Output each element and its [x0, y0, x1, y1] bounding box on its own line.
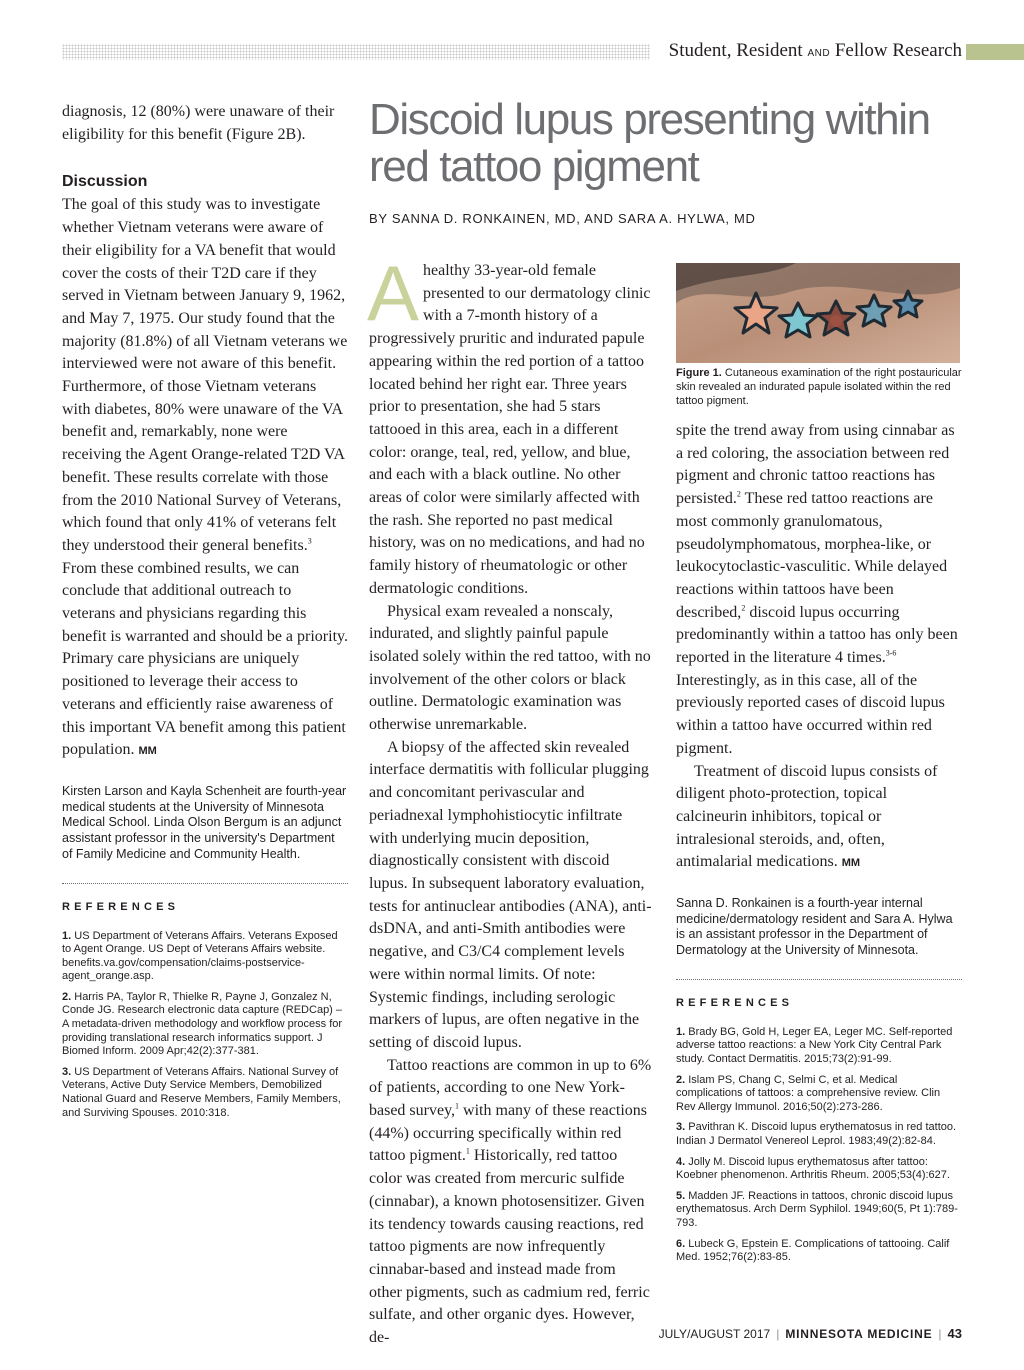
journal-name: MINNESOTA MEDICINE [785, 1327, 933, 1341]
drop-cap: A [367, 249, 420, 337]
references-heading: REFERENCES [676, 996, 794, 1009]
byline: BY SANNA D. RONKAINEN, MD, AND SARA A. HYLWA, MD [369, 211, 756, 226]
references-list [62, 930, 348, 1121]
reference-item: 4. Jolly M. Discoid lupus erythematosus after tattoo: Koebner phenomenon. Arthritis Rheum. 2005;53(4):627. [676, 1155, 950, 1182]
tattoo-photo [676, 263, 960, 363]
page-number: 43 [947, 1326, 962, 1341]
figure-caption: Figure 1. Cutaneous examination of the right postauricular skin revealed an indurated papule isolated within the red tattoo pigment. [676, 367, 962, 407]
header-dotted-band [62, 44, 650, 60]
article-title: Discoid lupus presenting within red tattoo pigment [369, 95, 930, 191]
reference-item: 2. Islam PS, Chang C, Selmi C, et al. Medical complications of tattoos: a comprehensive review. Clin Rev Allergy Immunol. 2016;50(2):273-286. [676, 1073, 941, 1113]
header-accent-bar [966, 44, 1024, 60]
author-bio: Kirsten Larson and Kayla Schenheit are fourth-year medical students at the University of Minnesota Medical School. Linda Olson Bergum is an adjunct assistant professor in the university's Department of Family Medicine and Community Health. [62, 783, 347, 861]
reference-item: 2. Harris PA, Taylor R, Thielke R, Payne J, Gonzalez N, Conde JG. Research electronic data capture (REDCap) – A metadata-driven methodology and workflow process for providing translational research informatics support. J Biomed Inform. 2009 Apr;42(2):377-381. [62, 990, 343, 1058]
article-paragraph: A healthy 33-year-old female presented to our dermatology clinic with a 7-month history of a progressively pruritic and indurated papule appearing within the red portion of a tattoo located behind her right ear. Three years prior to presentation, she had 5 stars tattooed in this area, each in a different color: orange, teal, red, yellow, and blue, and each with a black outline. No other areas of color were similarly affected with the rash. She reported no past medical history, was on no medications, and had no family history of rheumatologic or other dermatologic conditions. [367, 249, 651, 597]
discussion-heading: Discussion [62, 173, 148, 191]
end-mark: MM [138, 745, 157, 758]
left-column [62, 101, 348, 1127]
reference-item: 1. US Department of Veterans Affairs. Veterans Exposed to Agent Orange. US Dept of Veterans Affairs website. benefits.va.gov/compensation/claims-postservice-agent_orange.asp. [62, 929, 338, 983]
right-column [676, 420, 962, 1272]
article-paragraph: Tattoo reactions are common in up to 6% of patients, according to one New York-based survey,$^1$ with many of these reactions (44%) occurring specifically within red tattoo pigment.$^1$ Historically, red tattoo color was created from mercuric sulfide (cinnabar), a known photosensitizer. Given its tendency towards causing reactions, red tattoo pigments are now infrequently cinnabar-based and instead made from other pigments, such as cadmium red, ferric sulfate, and other organic dyes. However, de- [369, 1056, 652, 1347]
article-paragraph: spite the trend away from using cinnabar as a red coloring, the association between red pigment and chronic tattoo reactions has persisted.$^2$ These red tattoo reactions are most commonly granulomatous, pseudolymphomatous, morphea-like, or leukocytoclastic-vasculitic. While delayed reactions within tattoos have been described,$^2$ discoid lupus occurring predominantly within a tattoo has only been reported in the literature 4 times.$^{3-6}$ Interestingly, as in this case, all of the previously reported cases of discoid lupus within a tattoo have occurred within red pigment. [676, 422, 958, 757]
article-paragraph: Treatment of discoid lupus consists of diligent photo-protection, topical calcineurin inhibitors, topical or intralesional steroids, and, often, antimalarial medications. MM [676, 762, 938, 871]
article-paragraph: A biopsy of the affected skin revealed interface dermatitis with follicular plugging and concomitant perivascular and periadnexal lymphohistiocytic infiltrate with underlying mucin deposition, diagnostically consistent with discoid lupus. In subsequent laboratory evaluation, tests for antinuclear antibodies (ANA), anti-dsDNA, and anti-Smith antibodies were negative, and C3/C4 complement levels were within normal limits. Of note: Systemic findings, including serologic markers of lupus, are often negative in the setting of discoid lupus. [369, 738, 652, 1051]
article-paragraph: Physical exam revealed a nonscaly, indurated, and slightly painful papule isolated solely within the red tattoo, with no involvement of the other colors or black outline. Dermatologic examination was otherwise unremarkable. [369, 602, 651, 734]
author-bio: Sanna D. Ronkainen is a fourth-year internal medicine/dermatology resident and Sara A. Hylwa is an assistant professor in the Department of Dermatology at the University of Minnesota. [676, 896, 953, 958]
references-list [676, 1026, 962, 1265]
reference-item: 3. US Department of Veterans Affairs. National Survey of Veterans, Active Duty Service Members, Demobilized National Guard and Reserve Members, Family Members, and Surviving Spouses. 2010:318. [62, 1065, 341, 1119]
divider [62, 883, 348, 884]
reference-item: 3. Pavithran K. Discoid lupus erythematosus in red tattoo. Indian J Dermatol Venereol Leprol. 1983;49(2):82-84. [676, 1121, 957, 1148]
end-mark: MM [841, 857, 861, 870]
discussion-paragraph: The goal of this study was to investigate whether Vietnam veterans were aware of their eligibility for a VA benefit that would cover the costs of their T2D care if they served in Vietnam between January 9, 1962, and May 7, 1975. Our study found that the majority (81.8%) of all Vietnam veterans we interviewed were not aware of this benefit. Furthermore, of those Vietnam veterans with diabetes, 80% were unaware of the VA benefit and, remarkably, none were receiving the Agent Orange-related T2D VA benefit. These results correlate with those from the 2010 National Survey of Veterans, which found that only 41% of veterans felt they understood their general benefits.$^3$ From these combined results, we can conclude that additional outreach to veterans and physicians regarding this benefit is warranted and should be a priority. Primary care physicians are uniquely positioned to leverage their access to veterans and efficiently raise awareness of this important VA benefit among this patient population. MM [62, 196, 348, 759]
reference-item: 6. Lubeck G, Epstein E. Complications of tattooing. Calif Med. 1952;76(2):83-85. [676, 1237, 950, 1264]
issue-date: JULY/AUGUST 2017 [658, 1327, 771, 1341]
reference-item: 5. Madden JF. Reactions in tattoos, chronic discoid lupus erythematosus. Arch Derm Syphilol. 1949;60(5, Pt 1):789-793. [676, 1189, 958, 1229]
references-heading: REFERENCES [62, 900, 180, 913]
middle-column [367, 249, 652, 1350]
section-header: Student, Resident AND Fellow Research [668, 40, 962, 61]
intro-paragraph: diagnosis, 12 (80%) were unaware of their eligibility for this benefit (Figure 2B). [62, 103, 335, 143]
divider [676, 979, 962, 980]
page-footer: JULY/AUGUST 2017 | MINNESOTA MEDICINE | 43 [658, 1326, 962, 1341]
reference-item: 1. Brady BG, Gold H, Leger EA, Leger MC. Self-reported adverse tattoo reactions: a New York City Central Park study. Contact Dermatitis. 2015;73(2):91-99. [676, 1025, 953, 1066]
